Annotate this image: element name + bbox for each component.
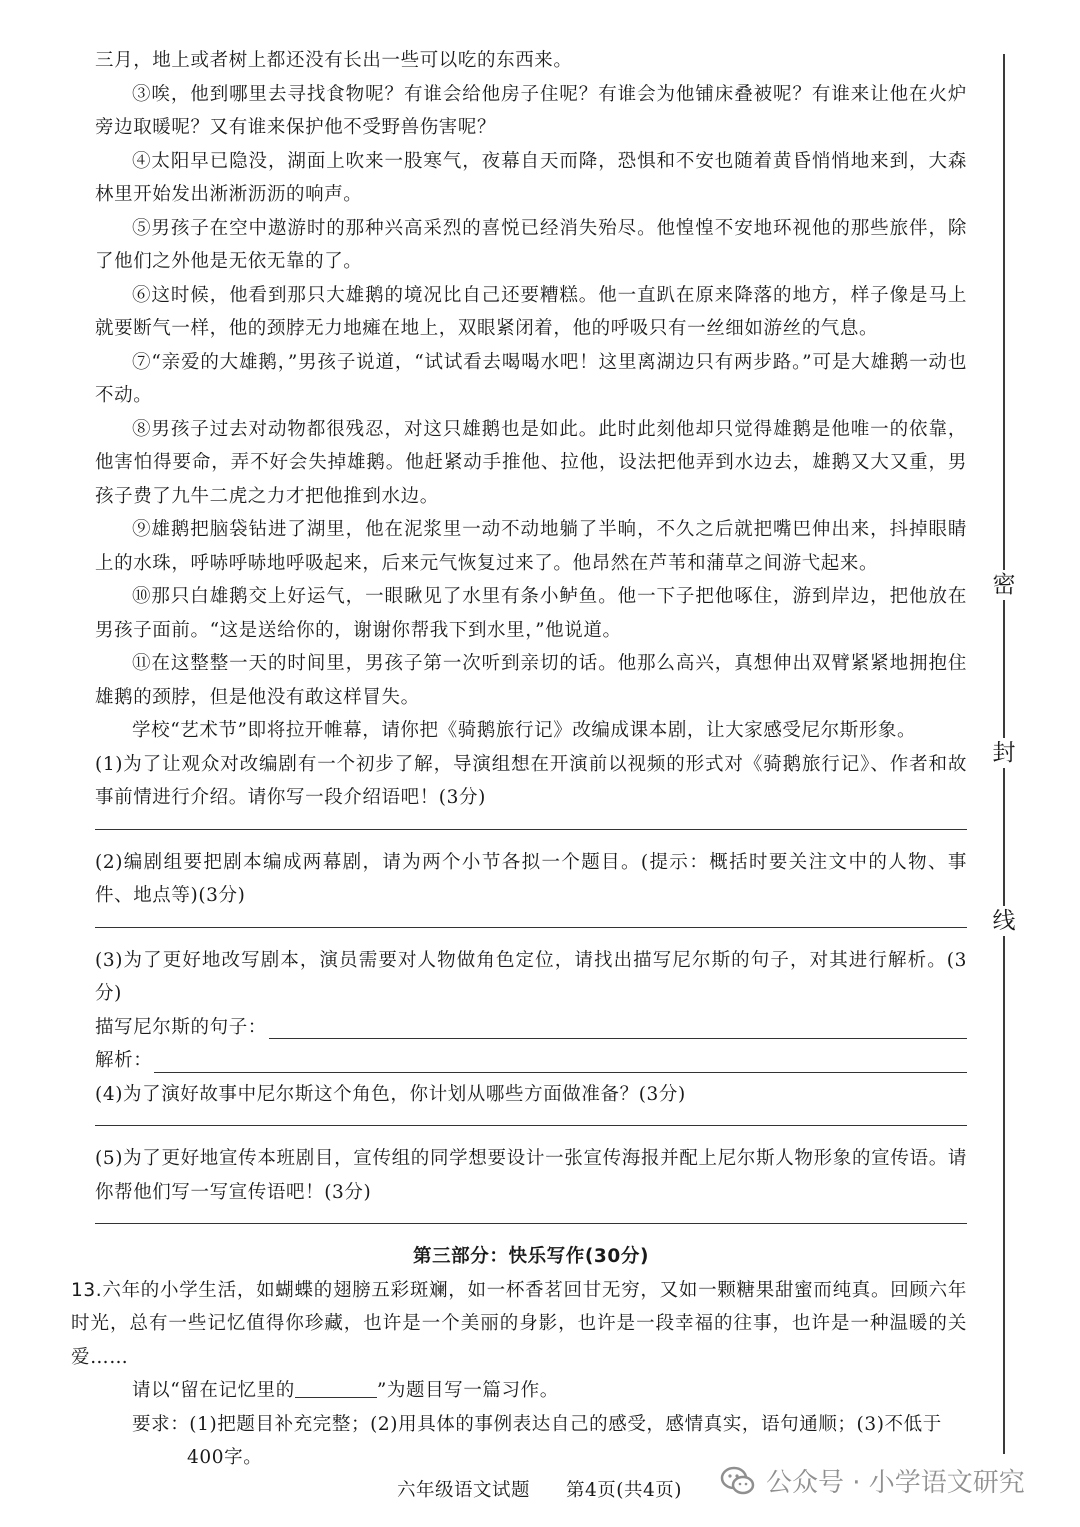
q13-requirements: 要求：(1)把题目补充完整；(2)用具体的事例表达自己的感受，感情真实，语句通顺；(3)不低于: [132, 1413, 942, 1435]
content-column: [71, 44, 967, 1475]
passage-paragraph: 三月，地上或者树上都还没有长出一些可以吃的东西来。: [95, 50, 573, 71]
title-blank[interactable]: [295, 1377, 377, 1398]
passage-paragraph: ⑧男孩子过去对动物都很残忍，对这只雄鹅也是如此。此时此刻他却只觉得雄鹅是他唯一的依靠，他害怕得要命，弄不好会失掉雄鹅。他赶紧动手推他、拉他，设法把他弄到水边去，雄鹅又大又重，男孩子费了九牛二虎之力才把他推到水边。: [95, 418, 967, 507]
footer-title: 六年级语文试题: [397, 1480, 531, 1501]
q3-sentence-row: [95, 1011, 967, 1045]
q13-prompt-after: ”为题目写一篇习作。: [376, 1380, 559, 1401]
q13-prompt: [95, 1374, 967, 1408]
answer-line-q3-sentence[interactable]: [269, 1014, 967, 1039]
answer-line-q3-analysis[interactable]: [154, 1048, 967, 1073]
passage-paragraph: ⑤男孩子在空中遨游时的那种兴高采烈的喜悦已经消失殆尽。他惶惶不安地环视他的那些旅伴，除了他们之外他是无依无靠的了。: [95, 217, 967, 272]
question-13: [71, 1274, 967, 1375]
question-2: (2)编剧组要把剧本编成两幕剧，请为两个小节各拟一个题目。(提示：概括时要关注文中的人物、事件、地点等)(3分): [95, 851, 967, 906]
task-intro: 学校“艺术节”即将拉开帷幕，请你把《骑鹅旅行记》改编成课本剧，让大家感受尼尔斯形象。: [132, 720, 917, 741]
question-4: (4)为了演好故事中尼尔斯这个角色，你计划从哪些方面做准备？(3分): [95, 1083, 686, 1105]
q3-analysis-label: 解析：: [95, 1050, 153, 1071]
answer-line-q4[interactable]: [95, 1111, 967, 1126]
passage-paragraph: ⑨雄鹅把脑袋钻进了湖里，他在泥浆里一动不动地躺了半晌，不久之后就把嘴巴伸出来，抖掉眼睛上的水珠，呼哧呼哧地呼吸起来，后来元气恢复过来了。他昂然在芦苇和蒲草之间游弋起来。: [95, 519, 967, 574]
question-1: (1)为了让观众对改编剧有一个初步了解，导演组想在开演前以视频的形式对《骑鹅旅行记》、作者和故事前情进行介绍。请你写一段介绍语吧！(3分): [95, 753, 967, 808]
watermark: [720, 1462, 1025, 1499]
section-3-title: 第三部分：快乐写作(30分): [412, 1246, 650, 1267]
question-13-number: 13.: [71, 1279, 103, 1301]
q13-prompt-before: 请以“留在记忆里的: [132, 1380, 295, 1401]
q3-analysis-row: [95, 1044, 967, 1078]
seal-char-mi: 密: [988, 570, 1020, 600]
passage-paragraph: ⑥这时候，他看到那只大雄鹅的境况比自己还要糟糕。他一直趴在原来降落的地方，样子像是马上就要断气一样，他的颈脖无力地瘫在地上，双眼紧闭着，他的呼吸只有一丝细如游丝的气息。: [95, 284, 967, 339]
question-13-text: 六年的小学生活，如蝴蝶的翅膀五彩斑斓，如一杯香茗回甘无穷，又如一颗糖果甜蜜而纯真。回顾六年时光，总有一些记忆值得你珍藏，也许是一个美丽的身影，也许是一段幸福的往事，也许是一种温暖的关爱……: [71, 1279, 967, 1368]
seal-char-xian: 线: [988, 906, 1020, 936]
passage-paragraph: ③唉，他到哪里去寻找食物呢？有谁会给他房子住呢？有谁会为他铺床叠被呢？有谁来让他在火炉旁边取暖呢？又有谁来保护他不受野兽伤害呢？: [95, 83, 967, 138]
answer-line-q5[interactable]: [95, 1209, 967, 1224]
q3-sentence-label: 描写尼尔斯的句子：: [95, 1016, 267, 1038]
footer-page-number: 第4页(共4页): [566, 1480, 682, 1501]
wechat-icon: [720, 1466, 756, 1496]
question-5: (5)为了更好地宣传本班剧目，宣传组的同学想要设计一张宣传海报并配上尼尔斯人物形象的宣传语。请你帮他们写一写宣传语吧！(3分): [95, 1148, 967, 1203]
passage-paragraph: ⑦“亲爱的大雄鹅，”男孩子说道，“试试看去喝喝水吧！这里离湖边只有两步路。”可是大雄鹅一动也不动。: [95, 351, 967, 406]
passage-paragraph: ④太阳早已隐没，湖面上吹来一股寒气，夜幕自天而降，恐惧和不安也随着黄昏悄悄地来到，大森林里开始发出淅淅沥沥的响声。: [95, 150, 967, 205]
answer-line-q1[interactable]: [95, 815, 967, 830]
watermark-text: 公众号 · 小学语文研究: [766, 1468, 1025, 1498]
passage-paragraph: ⑪在这整整一天的时间里，男孩子第一次听到亲切的话。他那么高兴，真想伸出双臂紧紧地拥抱住雄鹅的颈脖，但是他没有敢这样冒失。: [95, 653, 967, 708]
q13-requirements-cont: 400字。: [187, 1447, 263, 1468]
answer-line-q2[interactable]: [95, 913, 967, 928]
question-3: (3)为了更好地改写剧本，演员需要对人物做角色定位，请找出描写尼尔斯的句子，对其进行解析。(3分): [95, 949, 967, 1004]
passage-paragraph: ⑩那只白雄鹅交上好运气，一眼瞅见了水里有条小鲈鱼。他一下子把他啄住，游到岸边，把他放在男孩子面前。“这是送给你的，谢谢你帮我下到水里，”他说道。: [95, 586, 967, 641]
seal-char-feng: 封: [988, 738, 1020, 768]
